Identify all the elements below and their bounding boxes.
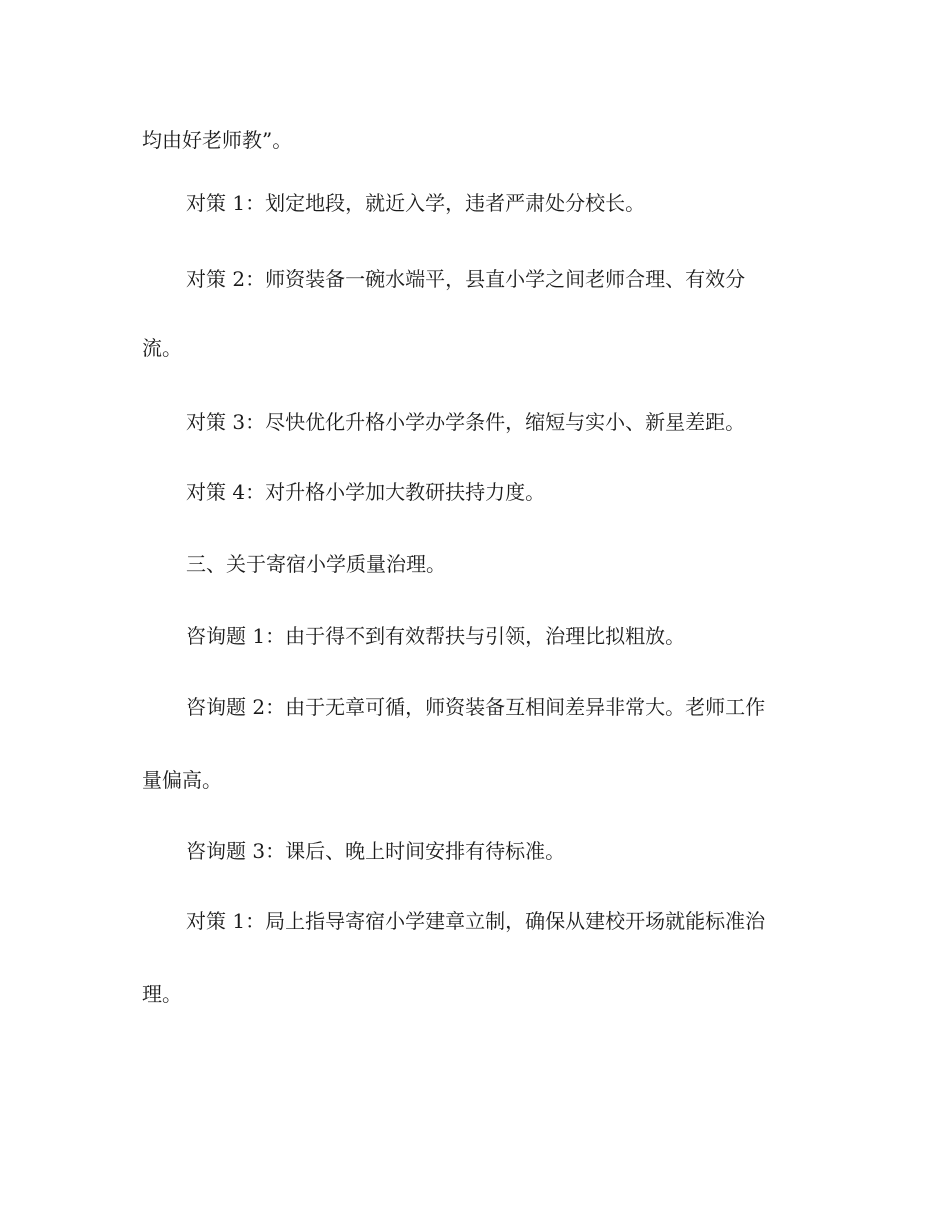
- countermeasure-1-line: 对策 1：划定地段，就近入学，违者严肃处分校长。: [186, 191, 646, 215]
- paragraph-continuation-line: 均由好老师教”。: [142, 128, 293, 152]
- countermeasure-4-line: 对策 4：对升格小学加大教研扶持力度。: [186, 480, 546, 504]
- countermeasure-b1-continuation-line: 理。: [142, 982, 182, 1006]
- question-2-line: 咨询题 2：由于无章可循，师资装备互相间差异非常大。老师工作: [186, 695, 766, 719]
- countermeasure-2-continuation-line: 流。: [142, 336, 182, 360]
- countermeasure-b1-line: 对策 1：局上指导寄宿小学建章立制，确保从建校开场就能标准治: [186, 909, 766, 933]
- question-3-line: 咨询题 3：课后、晚上时间安排有待标准。: [186, 839, 566, 863]
- section-heading-3: 三、关于寄宿小学质量治理。: [186, 552, 446, 576]
- countermeasure-3-line: 对策 3：尽快优化升格小学办学条件，缩短与实小、新星差距。: [186, 410, 746, 434]
- countermeasure-2-line: 对策 2：师资装备一碗水端平，县直小学之间老师合理、有效分: [186, 267, 746, 291]
- question-2-continuation-line: 量偏高。: [142, 768, 222, 792]
- question-1-line: 咨询题 1：由于得不到有效帮扶与引领，治理比拟粗放。: [186, 624, 686, 648]
